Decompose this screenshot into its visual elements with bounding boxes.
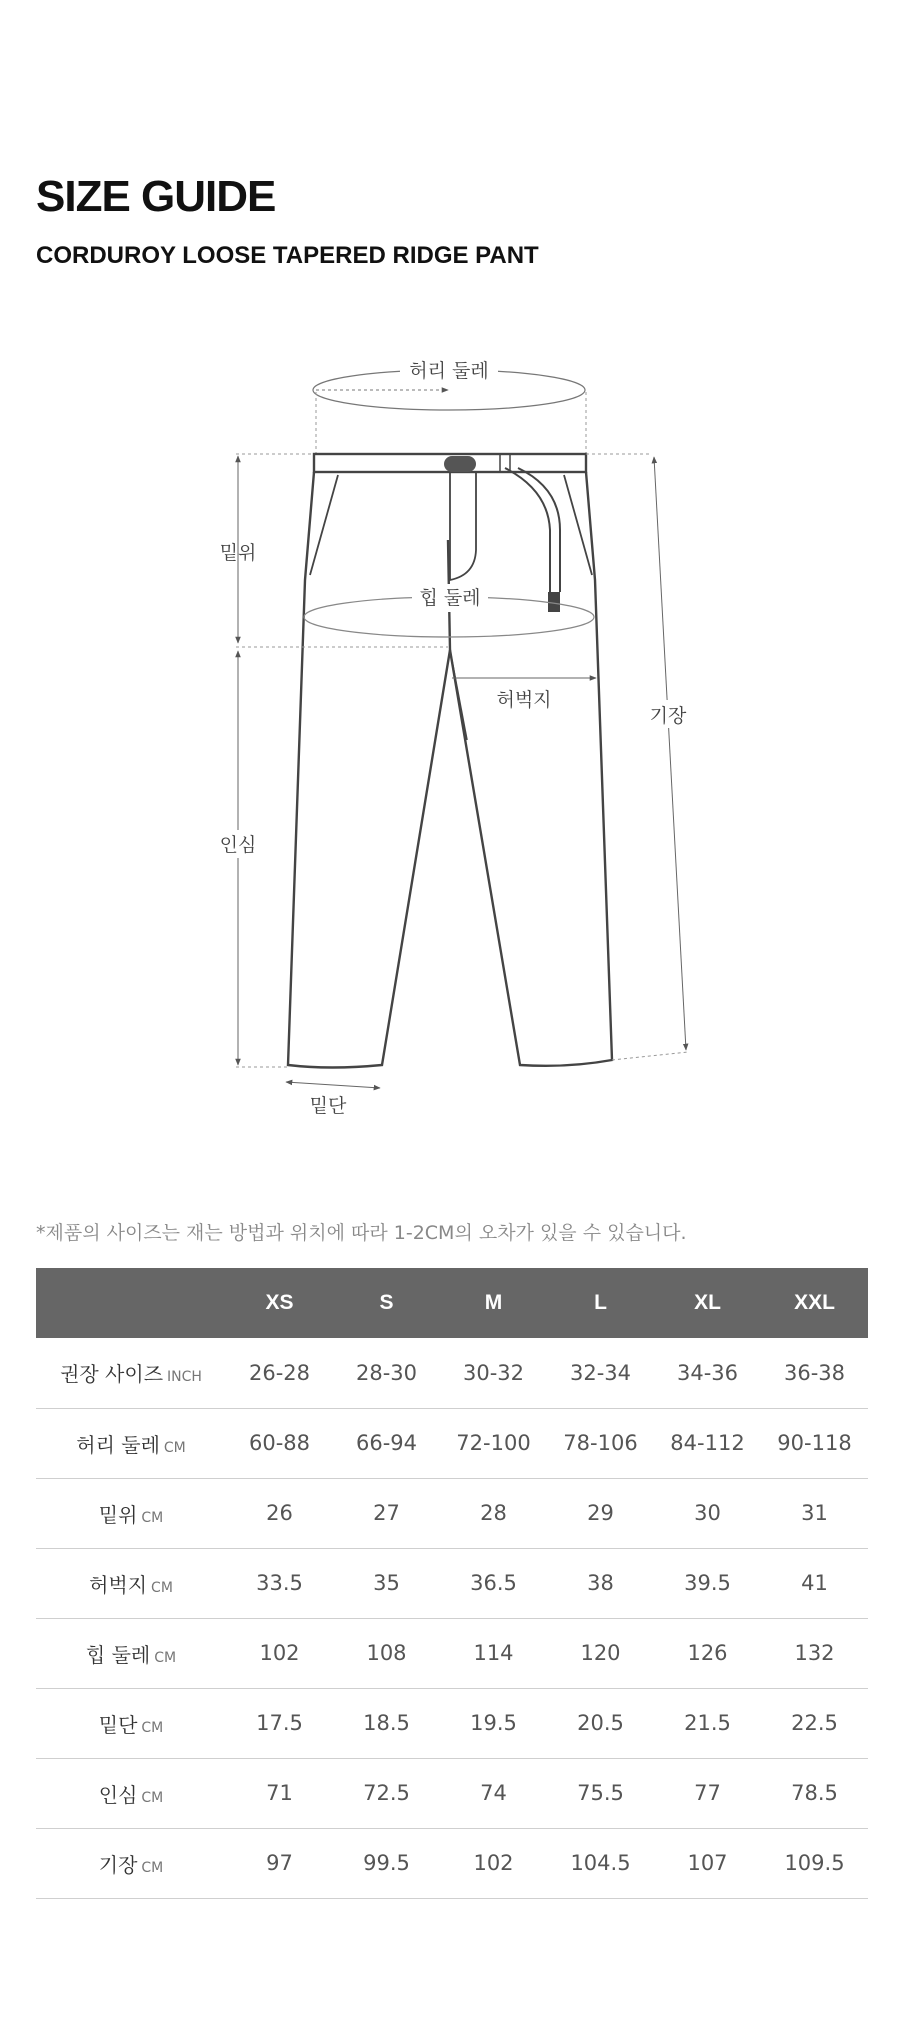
table-cell: 109.5 [784,1851,845,1875]
inseam-measure [236,651,288,1067]
page-title: SIZE GUIDE [36,172,276,221]
table-cell: 33.5 [256,1571,303,1595]
table-cell: 90-118 [777,1431,852,1455]
row-label [36,1478,226,1548]
length-label: 기장 [649,705,687,727]
table-cell: 28 [480,1501,507,1525]
row-unit: INCH [167,1369,202,1386]
header-label-cell [36,1268,226,1338]
size-header: L [594,1291,607,1314]
row-label-text: 권장 사이즈 [60,1362,164,1387]
table-cell: 30 [694,1501,721,1525]
table-cell: 84-112 [670,1431,745,1455]
row-label [36,1758,226,1828]
belt-tip [548,592,560,612]
table-cell: 75.5 [577,1781,624,1805]
table-row [36,1548,868,1618]
row-label [36,1618,226,1688]
table-header-row [36,1268,868,1338]
table-cell: 99.5 [363,1851,410,1875]
table-cell: 26 [266,1501,293,1525]
table-cell: 36-38 [783,1360,846,1385]
table-row [36,1408,868,1478]
table-cell: 132 [794,1641,835,1665]
table-cell: 120 [580,1641,621,1665]
table-cell: 35 [373,1571,400,1595]
table-cell: 36.5 [470,1571,517,1595]
row-unit: CM [154,1649,177,1666]
table-cell: 77 [694,1781,721,1805]
size-header: M [484,1291,503,1314]
table-row [36,1688,868,1758]
table-cell: 72.5 [363,1781,410,1805]
table-cell: 108 [366,1641,407,1665]
table-cell: 17.5 [256,1711,303,1735]
table-cell: 39.5 [684,1571,731,1595]
row-label [36,1408,226,1478]
row-unit: CM [163,1439,186,1456]
table-cell: 19.5 [470,1711,517,1735]
table-cell: 114 [473,1641,514,1665]
table-cell: 31 [801,1501,828,1525]
belt-buckle [444,456,476,472]
table-cell: 107 [687,1851,728,1875]
table-row [36,1338,868,1408]
product-name: CORDUROY LOOSE TAPERED RIDGE PANT [36,242,539,269]
row-unit: CM [141,1789,164,1806]
hem-measure [286,1082,380,1088]
table-cell: 102 [259,1641,300,1665]
thigh-label: 허벅지 [496,689,552,711]
hip-label: 힙 둘레 [419,587,481,609]
table-cell: 102 [473,1851,514,1875]
size-header: XXL [794,1291,835,1314]
row-unit: CM [141,1719,164,1736]
table-cell: 34-36 [676,1360,739,1385]
row-unit: CM [141,1859,164,1876]
table-cell: 29 [587,1501,614,1525]
pants-outline [288,454,612,1068]
hem-label: 밑단 [309,1095,347,1117]
table-cell: 60-88 [248,1431,311,1455]
table-cell: 72-100 [456,1431,531,1455]
row-label [36,1688,226,1758]
waist-label: 허리 둘레 [409,360,489,382]
measurement-disclaimer: *제품의 사이즈는 재는 방법과 위치에 따라 1-2CM의 오차가 있을 수 있습니다. [36,1222,687,1244]
table-cell: 32-34 [569,1360,632,1385]
table-cell: 30-32 [462,1360,525,1385]
size-header: S [379,1291,394,1314]
row-label [36,1548,226,1618]
table-row [36,1618,868,1688]
table-cell: 28-30 [355,1360,418,1385]
table-cell: 97 [266,1851,293,1875]
table-cell: 74 [480,1781,507,1805]
size-header: XL [694,1291,721,1314]
table-row [36,1758,868,1828]
row-unit: CM [141,1509,164,1526]
table-cell: 21.5 [684,1711,731,1735]
row-label-text: 힙 둘레 [85,1642,151,1667]
table-row [36,1478,868,1548]
row-label-text: 기장 [98,1852,138,1877]
row-label-text: 인심 [98,1782,138,1807]
table-cell: 71 [266,1781,293,1805]
row-label-text: 밑단 [98,1712,138,1737]
size-table [36,1268,868,1899]
row-label-text: 허벅지 [89,1572,148,1597]
table-cell: 38 [587,1571,614,1595]
table-cell: 78.5 [791,1781,838,1805]
row-label-text: 밑위 [98,1502,138,1527]
table-cell: 27 [373,1501,400,1525]
inseam-label: 인심 [219,834,257,856]
pants-measurement-diagram [0,330,900,1130]
table-cell: 20.5 [577,1711,624,1735]
rise-label: 밑위 [219,542,257,564]
row-unit: CM [151,1579,173,1596]
table-cell: 126 [687,1641,728,1665]
table-cell: 66-94 [355,1431,418,1455]
row-label [36,1828,226,1898]
table-row [36,1828,868,1898]
row-label [36,1338,226,1408]
row-label-text: 허리 둘레 [76,1432,160,1457]
table-cell: 22.5 [791,1711,838,1735]
size-header: XS [265,1291,294,1314]
table-cell: 18.5 [363,1711,410,1735]
table-cell: 26-28 [248,1360,311,1385]
table-cell: 78-106 [563,1431,638,1455]
table-cell: 41 [801,1571,828,1595]
table-cell: 104.5 [570,1851,631,1875]
